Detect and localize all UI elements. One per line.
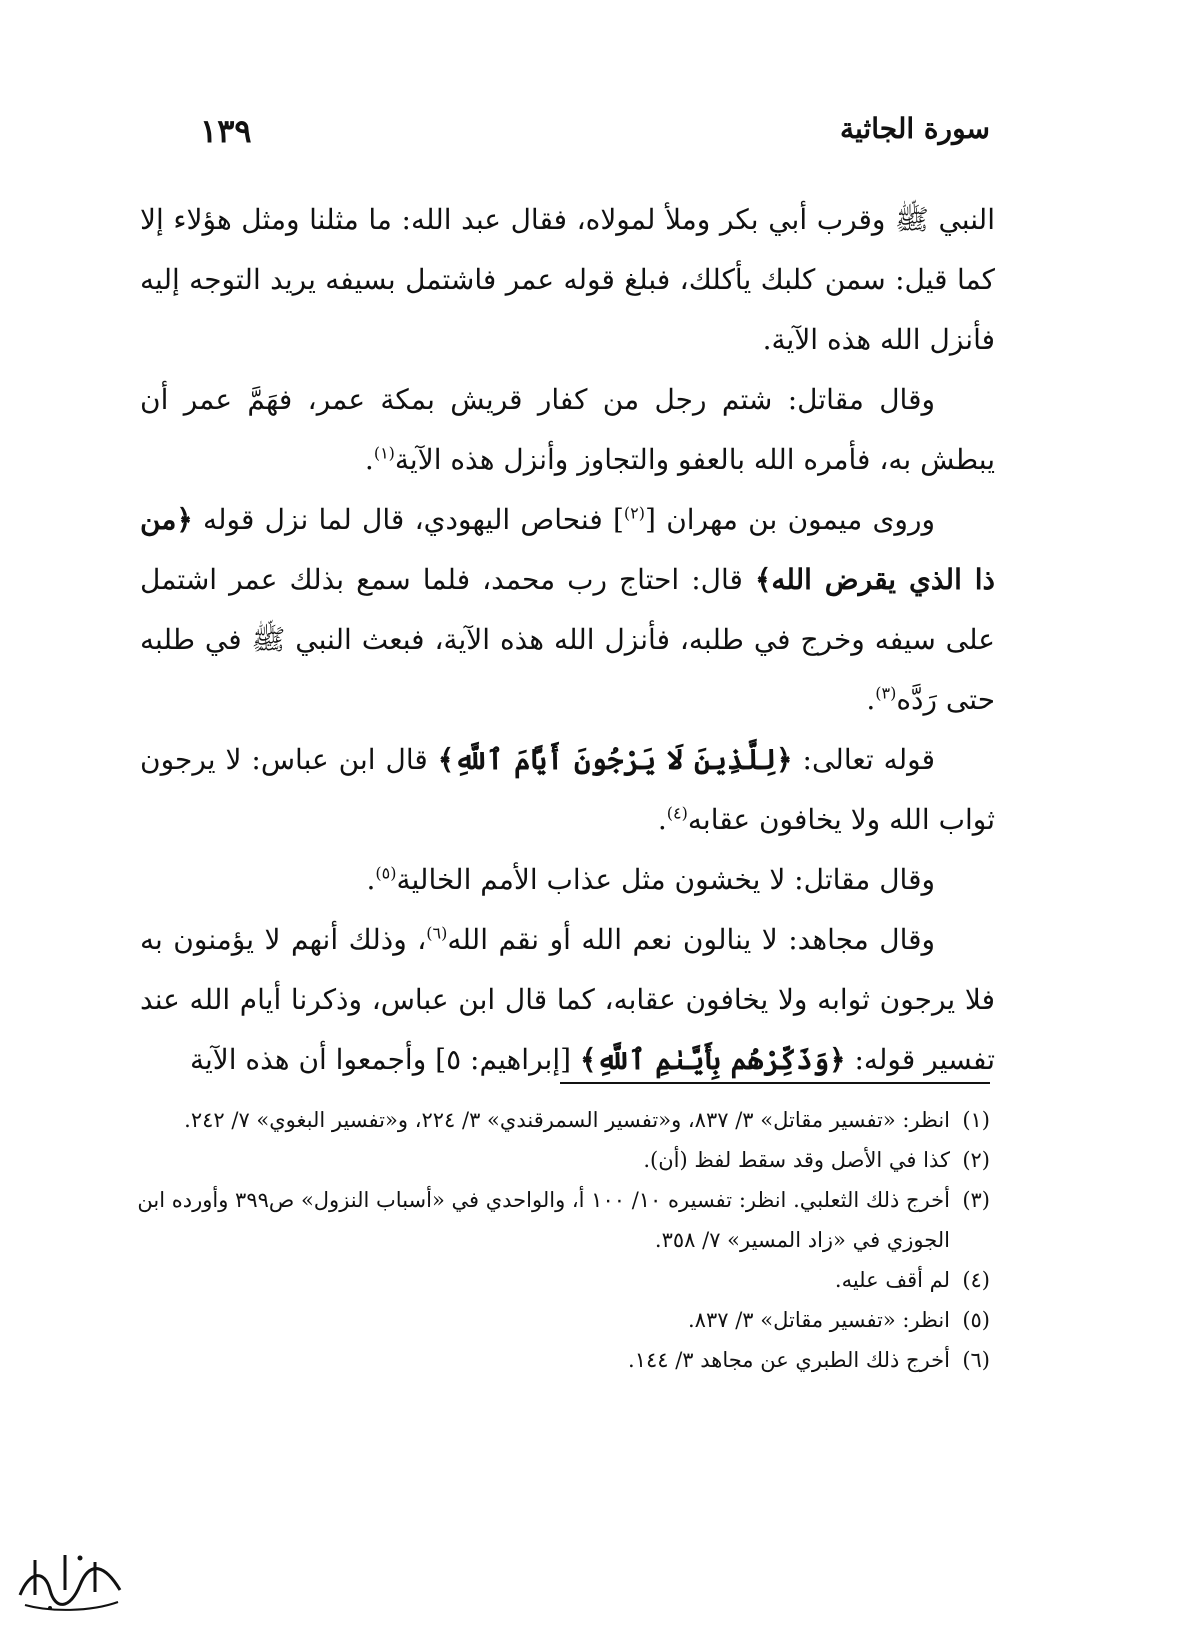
paragraph-3-end: . <box>866 683 876 716</box>
footnotes <box>130 1100 990 1380</box>
quran-quote-1: ﴿من ذا الذي يقرض الله﴾ <box>140 503 995 596</box>
paragraph-3-text-b: ] فنحاص اليهودي، قال لما نزل قوله <box>203 503 624 536</box>
footnote-ref-1: (١) <box>373 443 395 463</box>
footnote-text: أخرج ذلك الثعلبي. انظر: تفسيره ١٠/ ١٠٠ أ، والواحدي في «أسباب النزول» ص٣٩٩ وأورده ابن الجوزي في «زاد المسير» ٧/ ٣٥٨. <box>137 1188 950 1252</box>
footnote-text: كذا في الأصل وقد سقط لفظ (أن). <box>643 1148 950 1172</box>
paragraph-1 <box>140 190 995 370</box>
page-header <box>200 112 990 162</box>
footnote-text: لم أقف عليه. <box>834 1268 950 1292</box>
footnote-number: (٢) <box>962 1148 990 1172</box>
paragraph-5-text: وقال مقاتل: لا يخشون مثل عذاب الأمم الخالية <box>396 863 935 896</box>
paragraph-2 <box>140 370 995 490</box>
paragraph-2-text: وقال مقاتل: شتم رجل من كفار قريش بمكة عمر، فهَمَّ عمر أن يبطش به، فأمره الله بالعفو والتجاوز وأنزل هذه الآية <box>140 383 995 476</box>
footnote-ref-3: (٣) <box>875 683 897 703</box>
footnote-number: (٥) <box>962 1308 990 1332</box>
footnote-number: (٣) <box>962 1188 990 1212</box>
quran-quote-2: ﴿لِلَّذِينَ لَا يَرْجُونَ أَيَّامَ ٱللَّهِ﴾ <box>437 743 793 776</box>
paragraph-5 <box>140 850 995 910</box>
paragraph-6-text-a: وقال مجاهد: لا ينالون نعم الله أو نقم الله <box>447 923 936 956</box>
page-number: ١٣٩ <box>200 112 252 150</box>
footnote-ref-5: (٥) <box>375 863 397 883</box>
footnote-text: انظر: «تفسير مقاتل» ٣/ ٨٣٧، و«تفسير السمرقندي» ٣/ ٢٢٤، و«تفسير البغوي» ٧/ ٢٤٢. <box>184 1108 950 1132</box>
paragraph-6-text-b: ، وذلك أنهم لا يؤمنون به فلا يرجون ثوابه ولا يخافون عقابه، كما قال ابن عباس، وذكرنا أيام الله عند تفسير قوله: <box>140 923 995 1076</box>
footnote-text: انظر: «تفسير مقاتل» ٣/ ٨٣٧. <box>687 1308 950 1332</box>
paragraph-6-text-c: [إبراهيم: ٥] وأجمعوا أن هذه الآية <box>189 1043 572 1076</box>
footnote-ref-6: (٦) <box>426 923 448 943</box>
footnote-ref-4: (٤) <box>666 803 688 823</box>
paragraph-4-text-a: قوله تعالى: <box>802 743 935 776</box>
paragraph-3 <box>140 490 995 730</box>
footnote-item <box>130 1100 990 1140</box>
footnote-ref-2: (٢) <box>623 503 646 523</box>
footnote-number: (٦) <box>962 1348 990 1372</box>
quran-quote-3: ﴿وَذَكِّرْهُم بِأَيَّىٰمِ ٱللَّهِ﴾ <box>579 1043 846 1076</box>
footnote-number: (١) <box>962 1108 990 1132</box>
footnote-item <box>130 1140 990 1180</box>
footnote-item <box>130 1180 990 1260</box>
footnote-item <box>130 1260 990 1300</box>
paragraph-3-text-a: وروى ميمون بن مهران [ <box>645 503 935 536</box>
paragraph-6 <box>140 910 995 1090</box>
footnote-number: (٤) <box>962 1268 990 1292</box>
paragraph-3-text-c: قال: احتاج رب محمد، فلما سمع بذلك عمر اشتمل على سيفه وخرج في طلبه، فأنزل الله هذه الآية، فبعث النبي ﷺ في طلبه حتى رَدَّه <box>140 563 995 716</box>
footnote-divider <box>560 1082 990 1084</box>
paragraph-4-end: . <box>657 803 667 836</box>
footnote-item <box>130 1340 990 1380</box>
paragraph-5-end: . <box>366 863 376 896</box>
paragraph-4-text-b: قال ابن عباس: لا يرجون ثواب الله ولا يخافون عقابه <box>140 743 995 836</box>
surah-title: سورة الجاثية <box>839 112 990 145</box>
paragraph-2-end: . <box>364 443 374 476</box>
main-text <box>140 190 995 1090</box>
paragraph-1-text: النبي ﷺ وقرب أبي بكر وملأ لمولاه، فقال عبد الله: ما مثلنا ومثل هؤلاء إلا كما قيل: سمن كلبك يأكلك، فبلغ قوله عمر فاشتمل بسيفه يريد التوجه إليه فأنزل الله هذه الآية. <box>140 203 995 356</box>
footnote-text: أخرج ذلك الطبري عن مجاهد ٣/ ١٤٤. <box>628 1348 950 1372</box>
footnote-item <box>130 1300 990 1340</box>
publisher-logo <box>10 1540 130 1620</box>
paragraph-4 <box>140 730 995 850</box>
